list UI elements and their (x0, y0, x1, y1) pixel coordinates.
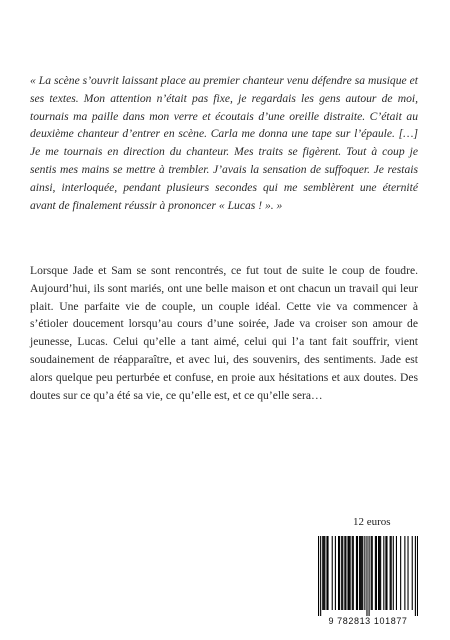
barcode-bar (417, 536, 418, 616)
barcode-bar (342, 536, 343, 610)
barcode-bar (393, 536, 394, 610)
barcode-bar (379, 536, 380, 610)
barcode-bar (407, 536, 408, 610)
barcode-bar (383, 536, 384, 610)
barcode-bar (391, 536, 392, 610)
barcode-bar (361, 536, 362, 610)
barcode-bar (339, 536, 340, 610)
price-label: 12 euros (353, 516, 391, 528)
barcode-bar (385, 536, 386, 610)
barcode-bar (341, 536, 342, 610)
barcode-bar (353, 536, 354, 610)
book-summary: Lorsque Jade et Sam se sont rencontrés, ce fut tout de suite le coup de foudre. Aujourd’hui, ils sont mariés, ont une belle maison et ont chacun un travail qui leur plait. Une parfaite vie de couple, un couple idéal. Cette vie va commencer à s’étioler doucement lorsqu’au cours d’une soirée, Jade va croiser son amour de jeunesse, Lucas. Celui qu’elle a tant aimé, celui qui l’a tant fait souffrir, vient soudainement de réapparaître, et avec lui, des souvenirs, des sentiments. Jade est alors quelque peu perturbée et confuse, en proie aux hésitations et aux doutes. Des doutes sur ce qu’a été sa vie, ce qu’elle est, et ce qu’elle sera… (30, 264, 418, 402)
barcode-bar (324, 536, 325, 610)
barcode-bar (326, 536, 327, 610)
barcode-bar (357, 536, 358, 610)
barcode-bar (335, 536, 336, 610)
barcode-bar (396, 536, 397, 610)
barcode-bar (360, 536, 361, 610)
barcode-bar (412, 536, 413, 610)
barcode-bar (332, 536, 333, 610)
barcode-bar (404, 536, 405, 610)
barcode-bar (318, 536, 319, 616)
barcode-bar (345, 536, 346, 610)
barcode-bar (376, 536, 377, 610)
barcode-bar (390, 536, 391, 610)
barcode-bar (378, 536, 379, 610)
excerpt-quote: « La scène s’ouvrit laissant place au premier chanteur venu défendre sa musique et ses textes. Mon attention n’était pas fixe, je regardais les gens autour de moi, tournais ma paille dans mon verre et écoutais d’une oreille distraite. C’était au deuxième chanteur d’entrer en scène. Carla me donna une tape sur l’épaule. […] Je me tournais en direction du chanteur. Mes traits se figèrent. Tout à coup je sentis mes mains se mettre à trembler. J’avais la sensation de suffoquer. Je restais ainsi, interloquée, pendant plusieurs secondes qui me semblèrent une éternité avant de finalement réussir à prononcer « Lucas ! ». » (30, 74, 418, 212)
barcode-bar (362, 536, 363, 610)
barcode-background (318, 536, 418, 616)
barcode-bar (349, 536, 350, 610)
barcode-bar (369, 536, 370, 616)
isbn-barcode (318, 536, 418, 628)
barcode-bar (371, 536, 372, 610)
barcode-digits: 9 782813 101877 (328, 616, 408, 626)
barcode-bar (375, 536, 376, 610)
barcode-bar (320, 536, 321, 616)
barcode-bar (372, 536, 373, 610)
barcode-bar (366, 536, 367, 616)
barcode-bar (386, 536, 387, 610)
barcode-bar (352, 536, 353, 610)
barcode-bar (364, 536, 365, 610)
barcode-bar (356, 536, 357, 610)
barcode-bar (327, 536, 328, 610)
barcode-bar (344, 536, 345, 610)
barcode-bars (318, 536, 418, 616)
barcode-bar (380, 536, 381, 610)
barcode-bar (359, 536, 360, 610)
barcode-bar (347, 536, 348, 610)
barcode-bar (415, 536, 416, 616)
barcode-bar (350, 536, 351, 610)
barcode-bar (323, 536, 324, 610)
barcode-bar (400, 536, 401, 610)
barcode-bar (322, 536, 323, 610)
barcode-bar (338, 536, 339, 610)
